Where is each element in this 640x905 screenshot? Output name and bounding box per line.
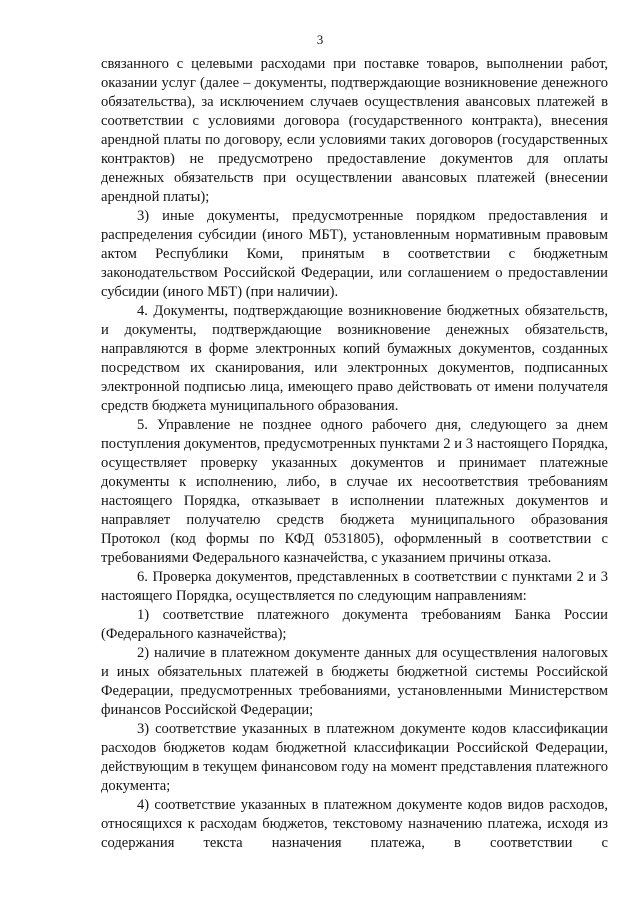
paragraph-continuation: связанного с целевыми расходами при поставке товаров, выполнении работ, оказании услуг (далее – документы, подтверждающие возникновение денежного обязательства), за исключением случаев осуществления авансовых платежей в соответствии с условиями договора (государственного контракта), внесения арендной платы по договору, если условиями таких договоров (государственных контрактов) не предусмотрено предоставление документов для оплаты денежных обязательств при осуществлении авансовых платежей (внесении арендной платы); [101, 56, 608, 205]
page-number: 3 [316, 32, 324, 47]
paragraph-check-3: 3) соответствие указанных в платежном документе кодов классификации расходов бюджетов кодам бюджетной классификации Российской Федерации, действующим в текущем финансовом году на момент представления платежного документа; [101, 721, 608, 794]
paragraph-section-6: 6. Проверка документов, представленных в соответствии с пунктами 2 и 3 настоящего Порядка, осуществляется по следующим направлениям: [101, 569, 608, 604]
document-body [101, 55, 608, 853]
paragraph-check-2: 2) наличие в платежном документе данных для осуществления налоговых и иных обязательных платежей в бюджеты бюджетной системы Российской Федерации, предусмотренных требованиями, установленными Министерством финансов Российской Федерации; [101, 645, 608, 718]
paragraph-item-3-other-documents: 3) иные документы, предусмотренные порядком предоставления и распределения субсидии (иного МБТ), установленным нормативным правовым актом Республики Коми, принятым в соответствии с бюджетным законодательством Российской Федерации, или соглашением о предоставлении субсидии (иного МБТ) (при наличии). [101, 208, 608, 300]
paragraph-section-5: 5. Управление не позднее одного рабочего дня, следующего за днем поступления документов, предусмотренных пунктами 2 и 3 настоящего Порядка, осуществляет проверку указанных документов и принимает платежные документы к исполнению, либо, в случае их несоответствия требованиям настоящего Порядка, отказывает в исполнении платежных документов и направляет получателю средств бюджета муниципального образования Протокол (код формы по КФД 0531805), оформленный в соответствии с требованиями Федерального казначейства, с указанием причины отказа. [101, 417, 608, 566]
paragraph-check-1: 1) соответствие платежного документа требованиям Банка России (Федерального казначейства); [101, 607, 608, 642]
paragraph-check-4: 4) соответствие указанных в платежном документе кодов видов расходов, относящихся к расходам бюджетов, текстовому назначению платежа, исходя из содержания текста назначения платежа, в соответствии с [101, 797, 608, 851]
paragraph-section-4: 4. Документы, подтверждающие возникновение бюджетных обязательств, и документы, подтверждающие возникновение денежных обязательств, направляются в форме электронных копий бумажных документов, созданных посредством их сканирования, или электронных документов, подписанных электронной подписью лица, имеющего право действовать от имени получателя средств бюджета муниципального образования. [101, 303, 608, 414]
